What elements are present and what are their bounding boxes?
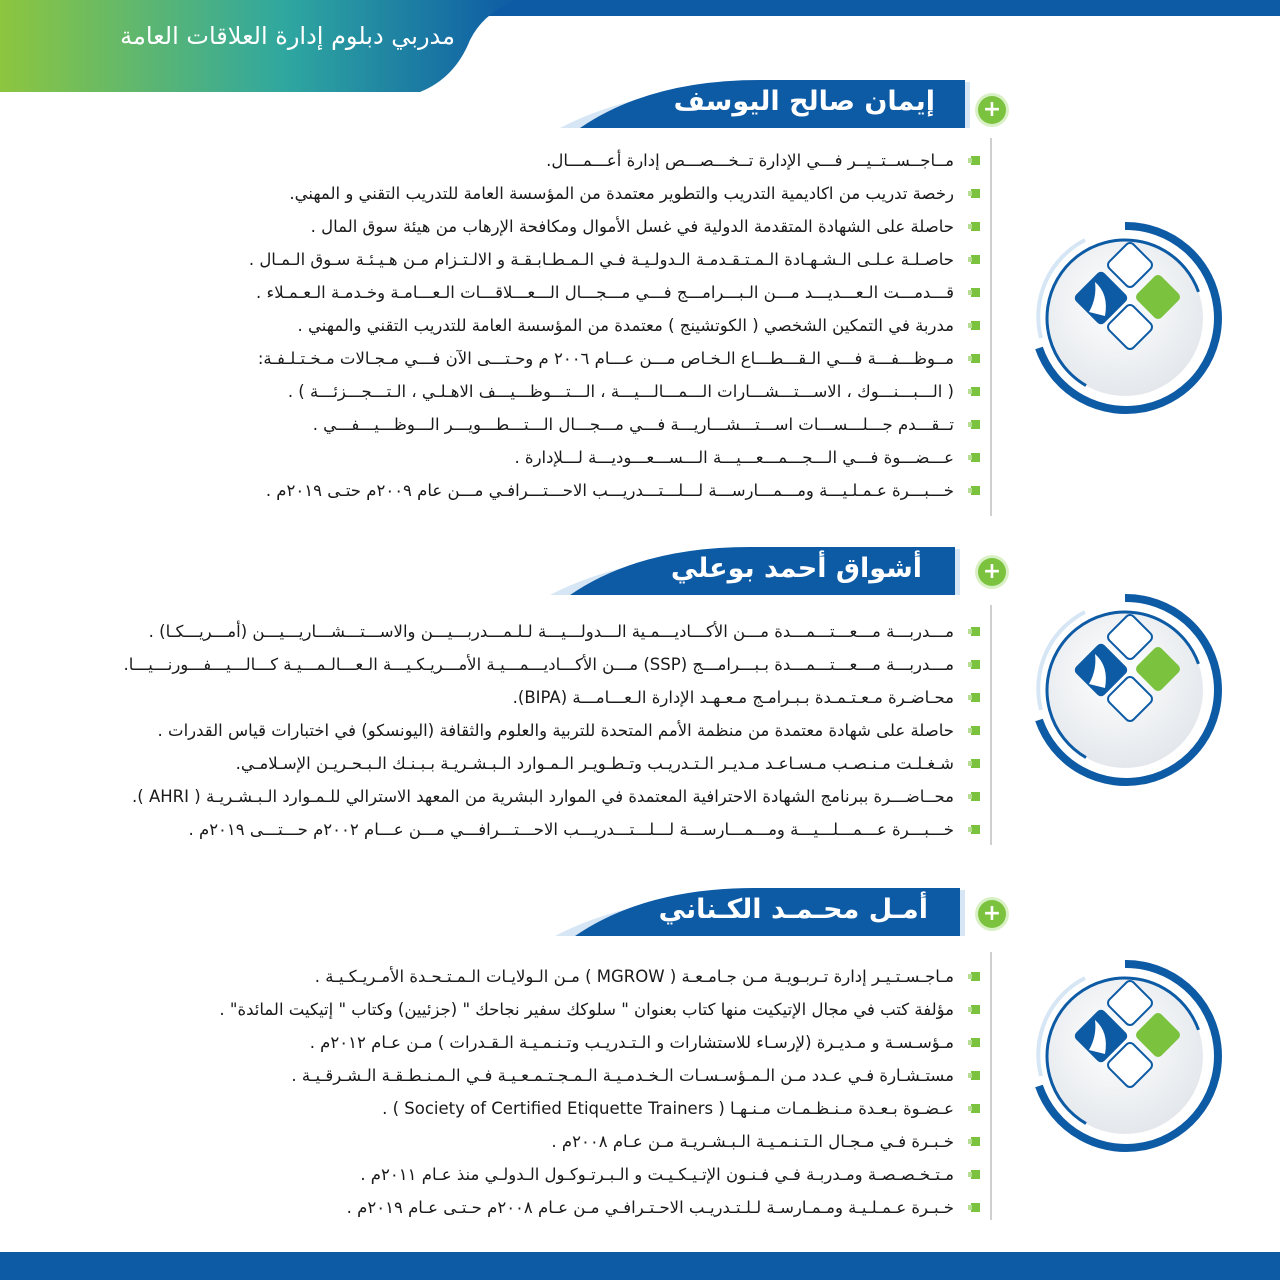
academy-logo-icon <box>1025 218 1225 418</box>
list-item: مـؤسـسـة و مـديـرة (لإرسـاء للاستشارات و الـتـدريـب وتـنـمـيـة الـقـدرات ) مـن عـام ٢٠١٢م . <box>150 1026 980 1059</box>
square-bullet-icon <box>971 726 980 735</box>
square-bullet-icon <box>971 288 980 297</box>
square-bullet-icon <box>971 627 980 636</box>
list-item: خـبـرة عـمـلـيـة ومـمـارسـة لـلـتـدريـب الاحـتـرافـي مـن عـام ٢٠٠٨م حـتـى عـام ٢٠١٩م . <box>150 1191 980 1224</box>
square-bullet-icon <box>971 1137 980 1146</box>
list-item: عـــضـــوة فـــي الـــجـــمـــعـــيـــة الـــســـعـــوديـــة لـــلإدارة . <box>200 441 980 474</box>
square-bullet-icon <box>971 453 980 462</box>
list-item: مؤلفة كتب في مجال الإتيكيت منها كتاب بعنوان " سلوكك سفير نجاحك " (جزئيين) وكتاب " إتيكيت المائدة" . <box>150 993 980 1026</box>
bottom-band <box>0 1252 1280 1280</box>
square-bullet-icon <box>971 354 980 363</box>
square-bullet-icon <box>971 1170 980 1179</box>
divider-line <box>990 952 992 1220</box>
list-item: حاصـلـة عـلـى الـشـهـادة الـمـتـقـدمـة الـدولـيـة فـي الـمـطـابـقـة و الالـتـزام مـن هـيـئـة سـوق الـمـال . <box>200 243 980 276</box>
square-bullet-icon <box>971 255 980 264</box>
square-bullet-icon <box>971 420 980 429</box>
square-bullet-icon <box>971 321 980 330</box>
list-item: محـاضـرة مـعـتـمـدة بـبـرامـج مـعـهـد الإدارة الـعـــامـــة (BIPA). <box>60 681 980 714</box>
square-bullet-icon <box>971 660 980 669</box>
qualifications-list <box>150 960 980 1224</box>
list-item: مـتـخـصـصـة ومـدربـة فـي فـنـون الإتـيـكـيـت و الـبـرتـوكـول الـدولـي منذ عـام ٢٠١١م . <box>150 1158 980 1191</box>
square-bullet-icon <box>971 1005 980 1014</box>
list-item: مــوظـــفـــة فـــي الـقـــطـــاع الـخـاص مـــن عـــام ٢٠٠٦ م وحـتـــى الآن فـــي مـجـالات مـخـتـلـفـة: <box>200 342 980 375</box>
list-item: ( الـــبـــنـــوك ، الاســـتـــشـــارات الـــمـــالـــيـــة ، الـــتـــوظـــيـــف الاهـلـي ، الـتـــجـــزئـــة ) . <box>200 375 980 408</box>
list-item: مستـشـارة فـي عـدد مـن الـمـؤسـسـات الـخـدمـيـة الـمـجـتـمـعـيـة فـي الـمـنـطـقـة الـشـرقـيـة . <box>150 1059 980 1092</box>
trainer-name: إيمان صالح اليوسف <box>673 86 935 117</box>
square-bullet-icon <box>971 759 980 768</box>
divider-line <box>990 605 992 845</box>
list-item: خـــبـــرة عـــمـــلـــيـــة ومـــمـــارســـة لـــلـــتـــدريـــب الاحـــتـــرافـــي مـــن عـــام ٢٠٠٢م حـــتـــى ٢٠١٩م . <box>60 813 980 846</box>
plus-icon[interactable]: + <box>978 900 1006 928</box>
square-bullet-icon <box>971 693 980 702</box>
list-item: مـــدربـــة مـــعـــتـــمـــدة بـبـــرامـــج (SSP) مـــن الأكـــاديـــمـــيـة الأمـــريـكـيـــة الـعـــالـمـــيـة كـــالـــيـــفـــورنـــيـــا. <box>60 648 980 681</box>
trainer-name: أشواق أحمد بوعلي <box>670 553 922 584</box>
square-bullet-icon <box>971 486 980 495</box>
divider-line <box>990 138 992 516</box>
square-bullet-icon <box>971 1071 980 1080</box>
list-item: رخصة تدريب من اكاديمية التدريب والتطوير معتمدة من المؤسسة العامة للتدريب التقني و المهني. <box>200 177 980 210</box>
list-item: مـــدربـــة مـــعـــتـــمـــدة مـــن الأكـــاديـــمـية الـــدولـــيـــة لـلـمـــدربـــيـــن والاســـتـــشـــاريـــيـــن (أمـــريـــكـا) . <box>60 615 980 648</box>
list-item: خـــبـــرة عـمـلـيـــة ومـــمـــارســـة لـــلـــتـــدريـــب الاحـــتـــرافـي مـــن عام ٢٠٠٩م حتـى ٢٠١٩م . <box>200 474 980 507</box>
square-bullet-icon <box>971 156 980 165</box>
square-bullet-icon <box>971 1104 980 1113</box>
list-item: خـبـرة فـي مـجـال الـتـنـمـيـة الـبـشـريـة مـن عـام ٢٠٠٨م . <box>150 1125 980 1158</box>
trainer-section-1 <box>0 78 1280 528</box>
trainer-name: أمـل محـمـد الكـناني <box>658 894 928 925</box>
square-bullet-icon <box>971 1203 980 1212</box>
list-item: قـــدمـــت الـعـــديـــد مـــن الـبـــرامـــج فـــي مـــجـــال الـــعـــلاقـــات الـعـــامـة وخـدمـة الـعـمـلاء . <box>200 276 980 309</box>
list-item: حاصلة على الشهادة المتقدمة الدولية في غسل الأموال ومكافحة الإرهاب من هيئة سوق المال . <box>200 210 980 243</box>
list-item: مدربة في التمكين الشخصي ( الكوتشينج ) معتمدة من المؤسسة العامة للتدريب التقني والمهني . <box>200 309 980 342</box>
list-item: مـاجـسـتـيـر إدارة تـربـويـة مـن جـامـعـة ( MGROW ) مـن الـولايـات الـمـتـحـدة الأمـريـكـيـة . <box>150 960 980 993</box>
academy-logo-icon <box>1025 590 1225 790</box>
page-title: مدربي دبلوم إدارة العلاقات العامة <box>120 22 455 50</box>
list-item: عـضـوة بـعـدة مـنـظـمـات مـنـهـا ( Society of Certified Etiquette Trainers ) . <box>150 1092 980 1125</box>
square-bullet-icon <box>971 1038 980 1047</box>
plus-icon[interactable]: + <box>978 558 1006 586</box>
plus-icon[interactable]: + <box>978 96 1006 124</box>
square-bullet-icon <box>971 792 980 801</box>
square-bullet-icon <box>971 189 980 198</box>
square-bullet-icon <box>971 222 980 231</box>
list-item: شـغـلـت مـنـصـب مـسـاعـد مـديـر الـتـدريـب وتـطـويـر الـمـوارد الـبـشـريـة بـبـنـك الـبـحـريـن الإسـلامـي. <box>60 747 980 780</box>
qualifications-list <box>60 615 980 846</box>
list-item: مــاجــســتــيــر فـــي الإدارة تــخـــصـــص إدارة أعـــمـــال. <box>200 144 980 177</box>
square-bullet-icon <box>971 825 980 834</box>
trainer-section-2 <box>0 545 1280 855</box>
square-bullet-icon <box>971 972 980 981</box>
list-item: محــاضـــرة ببرنامج الشهادة الاحترافية المعتمدة في الموارد البشرية من المعهد الاسترالي للـمـوارد الـبـشـريـة ( AHRI ). <box>60 780 980 813</box>
list-item: تــقـــدم جـــلـــســـات اســـتـــشـــاريـــة فـــي مـــجـــال الـــتـــطـــويـــر الـــوظـــيـــفـــي . <box>200 408 980 441</box>
academy-logo-icon <box>1025 956 1225 1156</box>
list-item: حاصلة على شهادة معتمدة من منظمة الأمم المتحدة للتربية والعلوم والثقافة (اليونسكو) في اختبارات قياس القدرات . <box>60 714 980 747</box>
qualifications-list <box>200 144 980 507</box>
trainer-section-3 <box>0 886 1280 1226</box>
square-bullet-icon <box>971 387 980 396</box>
